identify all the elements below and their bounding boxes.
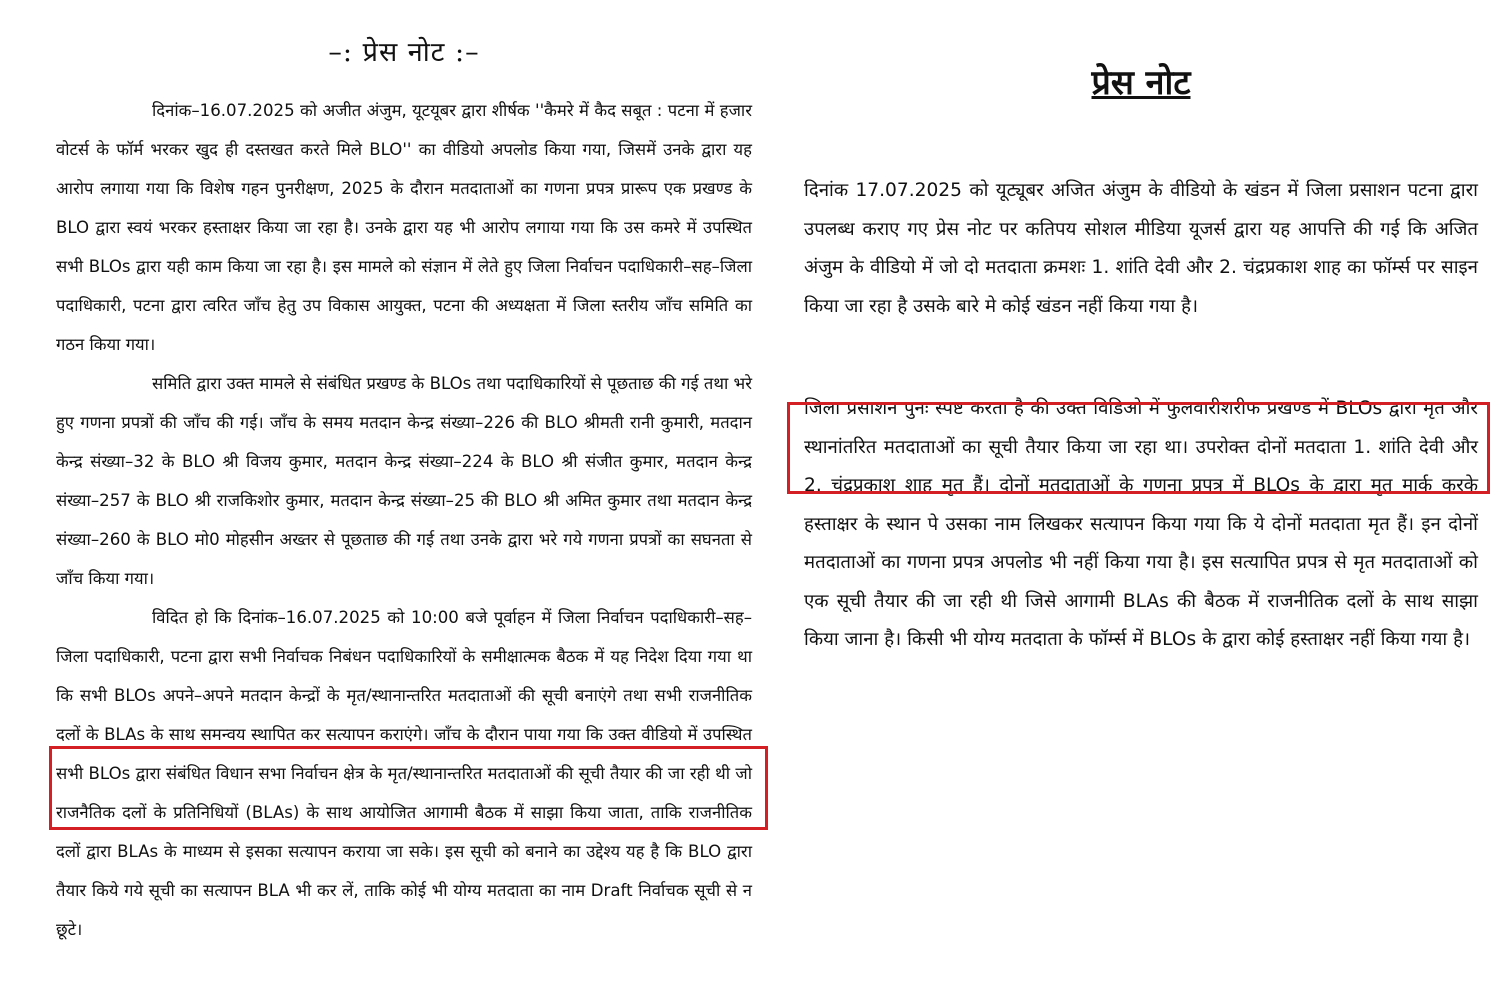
left-paragraph-1: दिनांक–16.07.2025 को अजीत अंजुम, यूटयूबर द्वारा शीर्षक ''कैमरे में कैद सबूत : पटना में हजार वोटर्स के फॉर्म भरकर खुद ही दस्तखत करते मिले BLO'' का वीडियो अपलोड किया गया, जिसमें उनके द्वारा यह आरोप लगाया गया कि विशेष गहन पुनरीक्षण, 2025 के दौरान मतदाताओं का गणना प्रपत्र प्रारूप एक प्रखण्ड के BLO द्वारा स्वयं भरकर हस्ताक्षर किया जा रहा है। उनके द्वारा यह भी आरोप लगाया गया कि उस कमरे में उपस्थित सभी BLOs द्वारा यही काम किया जा रहा है। इस मामले को संज्ञान में लेते हुए जिला निर्वाचन पदाधिकारी–सह–जिला पदाधिकारी, पटना द्वारा त्वरित जाँच हेतु उप विकास आयुक्त, पटना की अध्यक्षता में जिला स्तरीय जाँच समिति का गठन किया गया। xyxy=(56,101,752,354)
left-paragraph-3: विदित हो कि दिनांक–16.07.2025 को 10:00 बजे पूर्वाहन में जिला निर्वाचन पदाधिकारी–सह–जिला पदाधिकारी, पटना द्वारा सभी निर्वाचक निबंधन पदाधिकारियों के समीक्षात्मक बैठक में यह निदेश दिया गया था कि सभी BLOs अपने–अपने मतदान केन्द्रों के मृत/स्थानान्तरित मतदाताओं की सूची बनाएंगे तथा सभी राजनीतिक दलों के BLAs के साथ समन्वय स्थापित कर सत्यापन कराएंगे। जाँच के दौरान पाया गया कि उक्त वीडियो में उपस्थित सभी BLOs द्वारा संबंधित विधान सभा निर्वाचन क्षेत्र के मृत/स्थानान्तरित मतदाताओं की सूची तैयार की जा रही थी जो राजनैतिक दलों के प्रतिनिधियों (BLAs) के साथ आयोजित आगामी बैठक में साझा किया जाता, ताकि राजनीतिक दलों द्वारा BLAs के माध्यम से इसका सत्यापन कराया जा सके। इस सूची को बनाने का उद्देश्य यह है कि BLO द्वारा तैयार किये गये सूची का सत्यापन BLA भी कर लें, ताकि कोई भी योग्य मतदाता का नाम Draft निर्वाचक सूची से न छूटे। xyxy=(56,608,752,939)
paragraph-gap xyxy=(804,326,1478,390)
right-press-note xyxy=(790,0,1500,1000)
right-paragraph-1: दिनांक 17.07.2025 को यूट्यूबर अजित अंजुम के वीडियो के खंडन में जिला प्रसाशन पटना द्वारा उपलब्ध कराए गए प्रेस नोट पर कतिपय सोशल मीडिया यूजर्स द्वारा यह आपत्ति की गई कि अजित अंजुम के वीडियो में जो दो मतदाता क्रमशः 1. शांति देवी और 2. चंद्रप्रकाश शाह का फॉर्म्स पर साइन किया जा रहा है उसके बारे मे कोई खंडन नहीं किया गया है। xyxy=(804,180,1478,317)
right-note-title: प्रेस नोट xyxy=(1091,63,1191,103)
left-note-title: –: प्रेस नोट :– xyxy=(328,37,480,68)
left-paragraph-2: समिति द्वारा उक्त मामले से संबंधित प्रखण्ड के BLOs तथा पदाधिकारियों से पूछताछ की गई तथा भरे हुए गणना प्रपत्रों की जाँच की गई। जाँच के समय मतदान केन्द्र संख्या–226 की BLO श्रीमती रानी कुमारी, मतदान केन्द्र संख्या–32 के BLO श्री विजय कुमार, मतदान केन्द्र संख्या–224 के BLO श्री संजीत कुमार, मतदान केन्द्र संख्या–257 के BLO श्री राजकिशोर कुमार, मतदान केन्द्र संख्या–25 की BLO श्री अमित कुमार तथा मतदान केन्द्र संख्या–260 के BLO मो0 मोहसीन अख्तर से पूछताछ की गई तथा उनके द्वारा भरे गये गणना प्रपत्रों का सघनता से जाँच किया गया। xyxy=(56,374,752,588)
right-paragraph-2: जिला प्रसाशन पुनः स्पष्ट करता है की उक्त विडिओ में फुलवारीशरीफ प्रखण्ड में BLOs द्वारा मृत और स्थानांतरित मतदाताओं का सूची तैयार किया जा रहा था। उपरोक्त दोनों मतदाता 1. शांति देवी और 2. चंद्रप्रकाश शाह मृत हैं। दोनों मतदाताओं के गणना प्रपत्र में BLOs के द्वारा मृत मार्क करके हस्ताक्षर के स्थान पे उसका नाम लिखकर सत्यापन किया गया कि ये दोनों मतदाता मृत हैं। इन दोनों मतदाताओं का गणना प्रपत्र अपलोड भी नहीं किया गया है। इस सत्यापित प्रपत्र से मृत मतदाताओं को एक सूची तैयार की जा रही थी जिसे आगामी BLAs की बैठक में राजनीतिक दलों के साथ साझा किया जाना है। किसी भी योग्य मतदाता के फॉर्म्स में BLOs के द्वारा कोई हस्ताक्षर नहीं किया गया है। xyxy=(804,398,1478,650)
